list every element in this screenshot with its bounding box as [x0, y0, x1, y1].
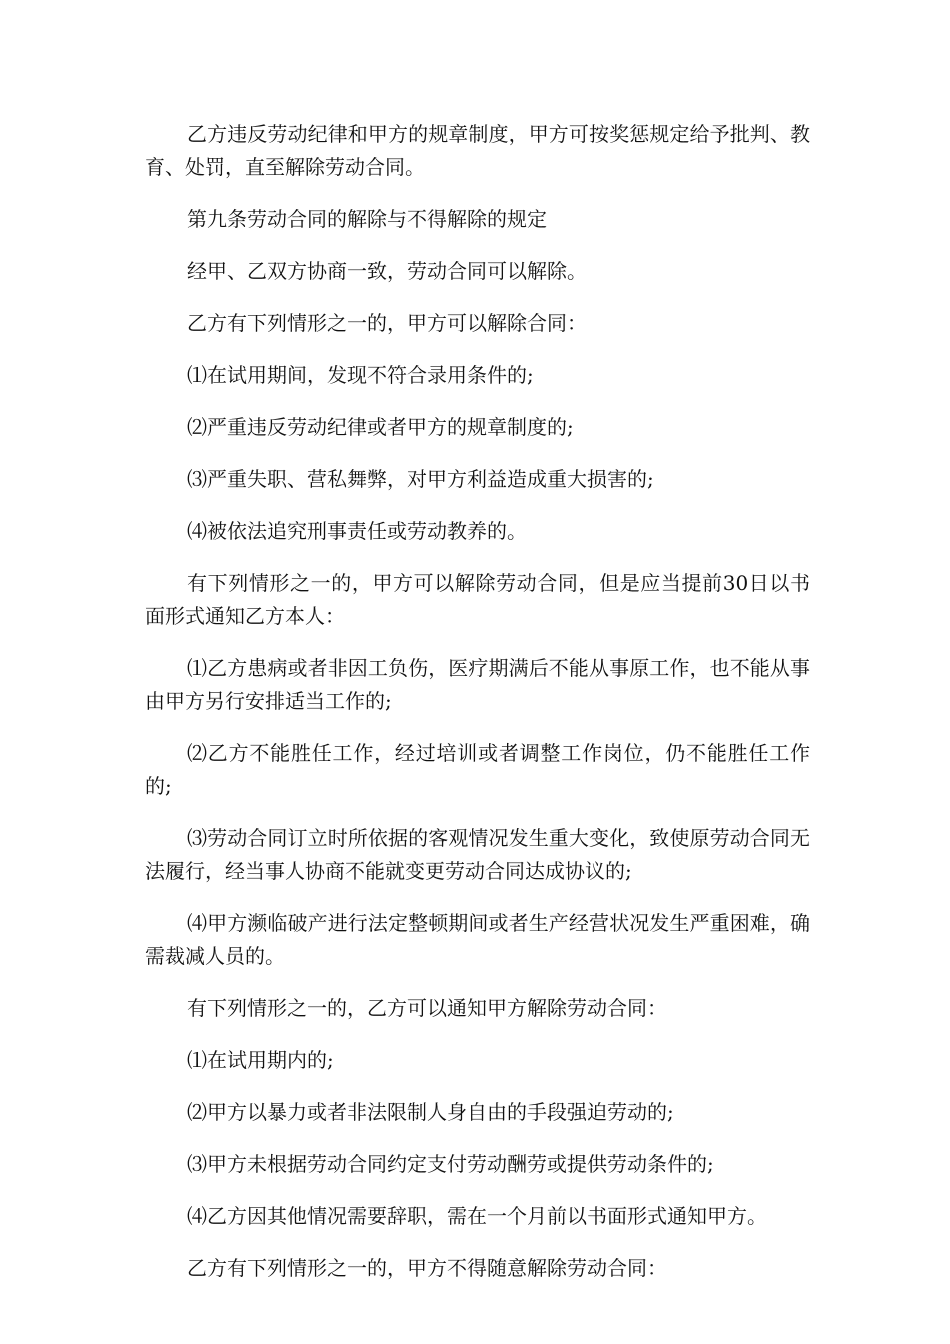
paragraph-party-a-may-terminate: 乙方有下列情形之一的，甲方可以解除合同：	[187, 311, 587, 335]
list-item: ⑴在试用期内的;	[187, 1048, 334, 1072]
paragraph-discipline: 乙方违反劳动纪律和甲方的规章制度，甲方可按奖惩规定给予批判、教育、处罚，直至解除劳动合同。	[145, 122, 810, 179]
paragraph-termination-with-notice: 有下列情形之一的，甲方可以解除劳动合同，但是应当提前30日以书面形式通知乙方本人：	[145, 571, 810, 628]
list-item: ⑴在试用期间，发现不符合录用条件的;	[187, 363, 534, 387]
list-item: ⑴乙方患病或者非因工负伤，医疗期满后不能从事原工作，也不能从事由甲方另行安排适当工作的;	[145, 656, 810, 713]
paragraph-article-nine-heading: 第九条劳动合同的解除与不得解除的规定	[187, 207, 547, 231]
list-item: ⑵乙方不能胜任工作，经过培训或者调整工作岗位，仍不能胜任工作的;	[145, 741, 810, 798]
list-item: ⑶严重失职、营私舞弊，对甲方利益造成重大损害的;	[187, 467, 654, 491]
list-item: ⑵甲方以暴力或者非法限制人身自由的手段强迫劳动的;	[187, 1100, 674, 1124]
paragraph-party-a-may-not-terminate: 乙方有下列情形之一的，甲方不得随意解除劳动合同：	[187, 1256, 667, 1280]
list-item: ⑷乙方因其他情况需要辞职，需在一个月前以书面形式通知甲方。	[187, 1204, 767, 1228]
list-item: ⑷被依法追究刑事责任或劳动教养的。	[187, 519, 527, 543]
paragraph-party-b-may-terminate: 有下列情形之一的，乙方可以通知甲方解除劳动合同：	[187, 996, 667, 1020]
document-body	[145, 118, 810, 1304]
list-item: ⑶劳动合同订立时所依据的客观情况发生重大变化，致使原劳动合同无法履行，经当事人协商不能就变更劳动合同达成协议的;	[145, 826, 810, 883]
list-item: ⑷甲方濒临破产进行法定整顿期间或者生产经营状况发生严重困难，确需裁减人员的。	[145, 911, 810, 968]
list-item: ⑵严重违反劳动纪律或者甲方的规章制度的;	[187, 415, 574, 439]
list-item: ⑶甲方未根据劳动合同约定支付劳动酬劳或提供劳动条件的;	[187, 1152, 714, 1176]
paragraph-mutual-agreement: 经甲、乙双方协商一致，劳动合同可以解除。	[187, 259, 587, 283]
